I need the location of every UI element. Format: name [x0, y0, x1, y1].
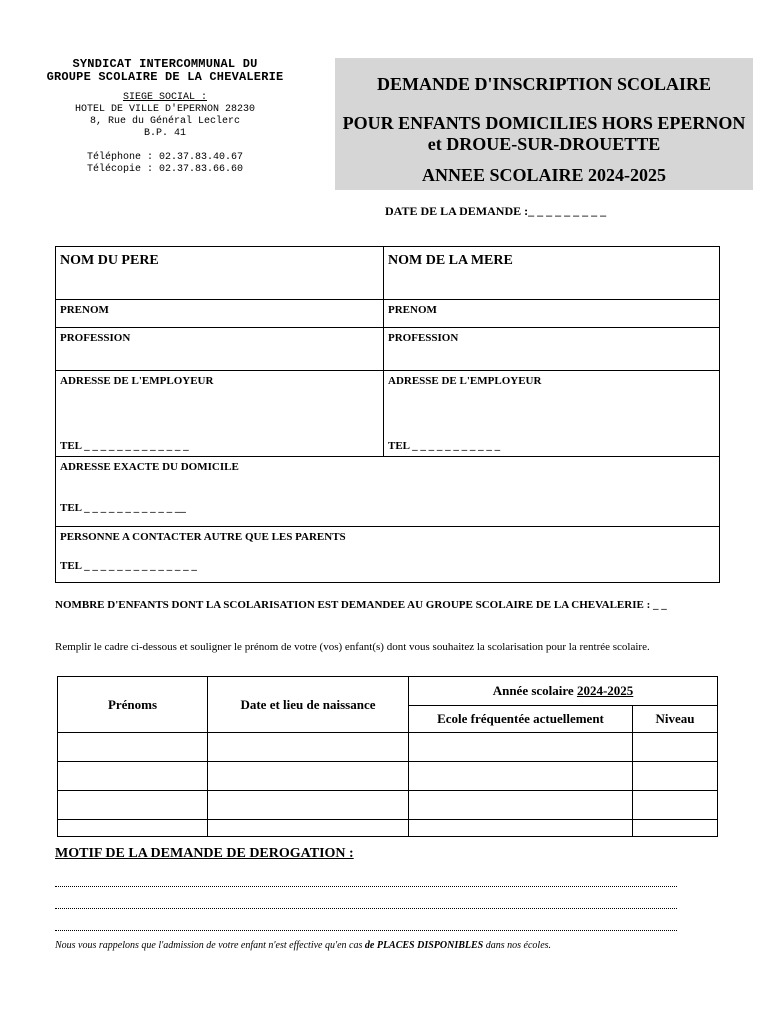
employeur-pere-field[interactable] [55, 370, 384, 457]
org-address [20, 92, 310, 140]
prenom-mere-field[interactable] [383, 299, 720, 328]
profession-mere-label: PROFESSION [388, 332, 459, 344]
col-prenoms-header: Prénoms [58, 677, 208, 733]
prenom-cell[interactable] [58, 762, 208, 791]
tel-pere-field[interactable]: TEL _ _ _ _ _ _ _ _ _ _ _ _ _ [60, 440, 189, 452]
niveau-cell[interactable] [633, 791, 718, 820]
col-ecole-header: Ecole fréquentée actuellement [409, 706, 633, 733]
naissance-cell[interactable] [208, 820, 409, 837]
table-row[interactable] [58, 762, 718, 791]
table-row[interactable] [58, 820, 718, 837]
title-line1: DEMANDE D'INSCRIPTION SCOLAIRE [376, 74, 712, 94]
table-row[interactable] [58, 791, 718, 820]
profession-mere-field[interactable] [383, 327, 720, 371]
address-line3: B.P. 41 [143, 128, 186, 139]
org-name-line1: SYNDICAT INTERCOMMUNAL DU [72, 57, 258, 71]
prenom-pere-field[interactable] [55, 299, 384, 328]
annee-scolaire-header [409, 677, 718, 706]
annee-label: Année scolaire [492, 683, 577, 698]
nom-mere-field[interactable] [383, 246, 720, 300]
profession-pere-label: PROFESSION [60, 332, 131, 344]
prenom-pere-label: PRENOM [60, 304, 109, 316]
instructions-text: Remplir le cadre ci-dessous et souligner le prénom de votre (vos) enfant(s) dont vous souhaitez la scolarisation pour la rentrée scolaire. [55, 641, 650, 653]
motif-line[interactable] [55, 886, 677, 887]
naissance-cell[interactable] [208, 791, 409, 820]
prenom-cell[interactable] [58, 820, 208, 837]
tel-mere-field[interactable]: TEL _ _ _ _ _ _ _ _ _ _ _ [388, 440, 501, 452]
tel-contact-field[interactable]: TEL _ _ _ _ _ _ _ _ _ _ _ _ _ _ [60, 560, 197, 572]
telephone: Téléphone : 02.37.83.40.67 [86, 152, 244, 163]
motif-line[interactable] [55, 908, 677, 909]
naissance-cell[interactable] [208, 762, 409, 791]
telecopie: Télécopie : 02.37.83.66.60 [86, 164, 244, 175]
address-line1: HOTEL DE VILLE D'EPERNON 28230 [74, 104, 256, 115]
org-name-line2: GROUPE SCOLAIRE DE LA CHEVALERIE [46, 70, 284, 84]
school-year: ANNEE SCOLAIRE 2024-2025 [421, 165, 667, 185]
table-header-row [58, 677, 718, 706]
siege-label: SIEGE SOCIAL : [122, 92, 207, 103]
niveau-cell[interactable] [633, 820, 718, 837]
col-naissance-header: Date et lieu de naissance [208, 677, 409, 733]
ecole-cell[interactable] [409, 762, 633, 791]
employeur-mere-field[interactable] [383, 370, 720, 457]
children-table [57, 676, 718, 837]
motif-title: MOTIF DE LA DEMANDE DE DEROGATION : [55, 846, 354, 861]
ecole-cell[interactable] [409, 791, 633, 820]
profession-pere-field[interactable] [55, 327, 384, 371]
title-line2 [335, 113, 753, 155]
contact-label: PERSONNE A CONTACTER AUTRE QUE LES PARENTS [60, 531, 346, 543]
reminder-part1: Nous vous rappelons que l'admission de votre enfant n'est effective qu'en cas [55, 940, 365, 951]
contact-field[interactable] [55, 526, 720, 583]
col-niveau-header: Niveau [633, 706, 718, 733]
domicile-field[interactable] [55, 456, 720, 527]
tel-domicile-field[interactable]: TEL _ _ _ _ _ _ _ _ _ _ _ __ [60, 502, 186, 514]
ecole-cell[interactable] [409, 733, 633, 762]
address-line2: 8, Rue du Général Leclerc [89, 116, 241, 127]
employeur-mere-label: ADRESSE DE L'EMPLOYEUR [388, 375, 542, 387]
reminder-part2: dans nos écoles. [483, 940, 552, 951]
date-demande-field[interactable]: DATE DE LA DEMANDE :_ _ _ _ _ _ _ _ _ [385, 204, 607, 218]
domicile-label: ADRESSE EXACTE DU DOMICILE [60, 461, 239, 473]
employeur-pere-label: ADRESSE DE L'EMPLOYEUR [60, 375, 214, 387]
prenom-cell[interactable] [58, 791, 208, 820]
organization-block [20, 58, 310, 176]
prenom-cell[interactable] [58, 733, 208, 762]
motif-line[interactable] [55, 930, 677, 931]
reminder-note [55, 940, 551, 951]
nom-pere-label: NOM DU PERE [60, 253, 159, 268]
table-row[interactable] [58, 733, 718, 762]
niveau-cell[interactable] [633, 733, 718, 762]
niveau-cell[interactable] [633, 762, 718, 791]
ecole-cell[interactable] [409, 820, 633, 837]
title-box [335, 58, 753, 190]
naissance-cell[interactable] [208, 733, 409, 762]
nom-mere-label: NOM DE LA MERE [388, 253, 513, 268]
title-line2a: POUR ENFANTS DOMICILIES HORS EPERNON [342, 113, 746, 133]
nom-pere-field[interactable] [55, 246, 384, 300]
nombre-enfants-field[interactable]: NOMBRE D'ENFANTS DONT LA SCOLARISATION EST DEMANDEE AU GROUPE SCOLAIRE DE LA CHEVALERIE : _ _ [55, 599, 667, 611]
prenom-mere-label: PRENOM [388, 304, 437, 316]
title-line2b: et DROUE-SUR-DROUETTE [427, 134, 661, 154]
reminder-bold: de PLACES DISPONIBLES [364, 940, 484, 951]
org-contact [20, 152, 310, 176]
annee-value: 2024-2025 [576, 683, 634, 698]
